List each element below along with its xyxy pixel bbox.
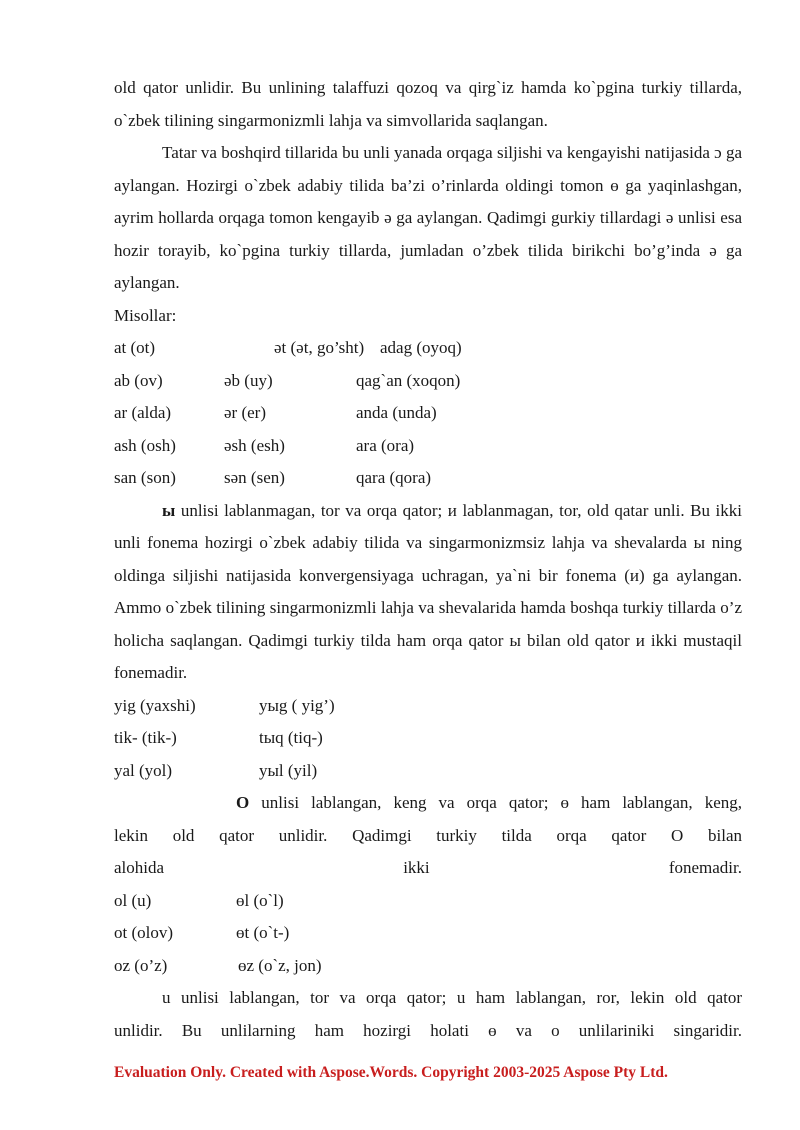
- paragraph-4: [114, 787, 742, 885]
- paragraph-3: ы unlisi lablanmagan, tor va orqa qator; и lablanmagan, tor, old qatar unli. Bu ikki unli fonema hozirgi o`zbek adabiy tilida va singarmonizmsiz lahja va shevalarda ы ning oldinga siljishi natijasida konvergensiyaga uchragan, ya`ni bir fonema (и) ga aylangan. Ammo o`zbek tilining singarmonizmli lahja va shevalarida hamda boshqa turkiy tillarda o’z holicha saqlangan. Qadimgi turkiy tilda ham orqa qator ы bilan old qator и ikki mustaqil fonemadir.: [114, 500, 742, 682]
- paragraph-5: [114, 982, 742, 1047]
- example-row: ol (u) ɵl (o`l): [114, 890, 284, 910]
- document-body: [114, 72, 742, 1047]
- examples-table-y: [114, 690, 742, 788]
- example-row: yig (yaxshi) уыg ( yig’): [114, 695, 335, 715]
- misollar-heading: Misollar:: [114, 305, 177, 325]
- example-row: yal (yol) уыl (yil): [114, 760, 318, 780]
- paragraph-1: old qator unlidir. Bu unlining talaffuzi qozoq va qirg`iz hamda ko`pgina turkiy tillarda, o`zbek tilining singarmonizmli lahja va simvollarida saqlangan.: [114, 78, 742, 130]
- example-row: ar (alda) ər (er) anda (unda): [114, 403, 437, 422]
- example-row: ot (olov) ɵt (o`t-): [114, 923, 290, 942]
- evaluation-watermark: Evaluation Only. Created with Aspose.Words. Copyright 2003-2025 Aspose Pty Ltd.: [114, 1064, 668, 1081]
- paragraph-5-line-1: u unlisi lablangan, tor va orqa qator; u ham lablangan, ror, lekin old qator: [162, 988, 742, 1007]
- paragraph-5-line-2: unlidir. Bu unlilarning ham hozirgi holati ɵ va o unlilariniki singaridir.: [114, 1020, 742, 1040]
- examples-table-a: [114, 332, 742, 495]
- examples-table-o: [114, 885, 742, 983]
- example-row: oz (o’z) ɵz (o`z, jon): [114, 955, 322, 975]
- paragraph-2: Tatar va boshqird tillarida bu unli yanada orqaga siljishi va kengayishi natijasida ɔ ga aylangan. Hozirgi o`zbek adabiy tilida ba’zi o’rinlarda oldingi tomon ɵ ga yaqinlashgan, ayrim hollarda orqaga tomon kengayib ə ga aylangan. Qadimgi gurkiy tillardagi ə unlisi esa hozir torayib, ko`pgina turkiy tillarda, jumladan o’zbek tilida birikchi bo’g’inda ə ga aylangan.: [114, 143, 742, 292]
- example-row: at (ot) ət (ət, go’sht) adag (oyoq): [114, 338, 462, 357]
- example-row: san (son) sən (sen) qara (qora): [114, 468, 432, 487]
- example-row: tik- (tik-) tыq (tiq-): [114, 728, 323, 747]
- example-row: ab (ov) əb (uy) qag`an (xoqon): [114, 370, 461, 390]
- cyrillic-y-letter: ы: [162, 500, 176, 520]
- paragraph-4-line-3: alohida ikki fonemadir.: [114, 858, 742, 877]
- paragraph-4-line-1: O unlisi lablangan, keng va orqa qator; ɵ ham lablangan, keng,: [236, 793, 742, 812]
- paragraph-4-line-2: lekin old qator unlidir. Qadimgi turkiy tilda orqa qator O bilan: [114, 825, 742, 845]
- letter-o: O: [236, 793, 250, 812]
- example-row: ash (osh) əsh (esh) ara (ora): [114, 435, 415, 455]
